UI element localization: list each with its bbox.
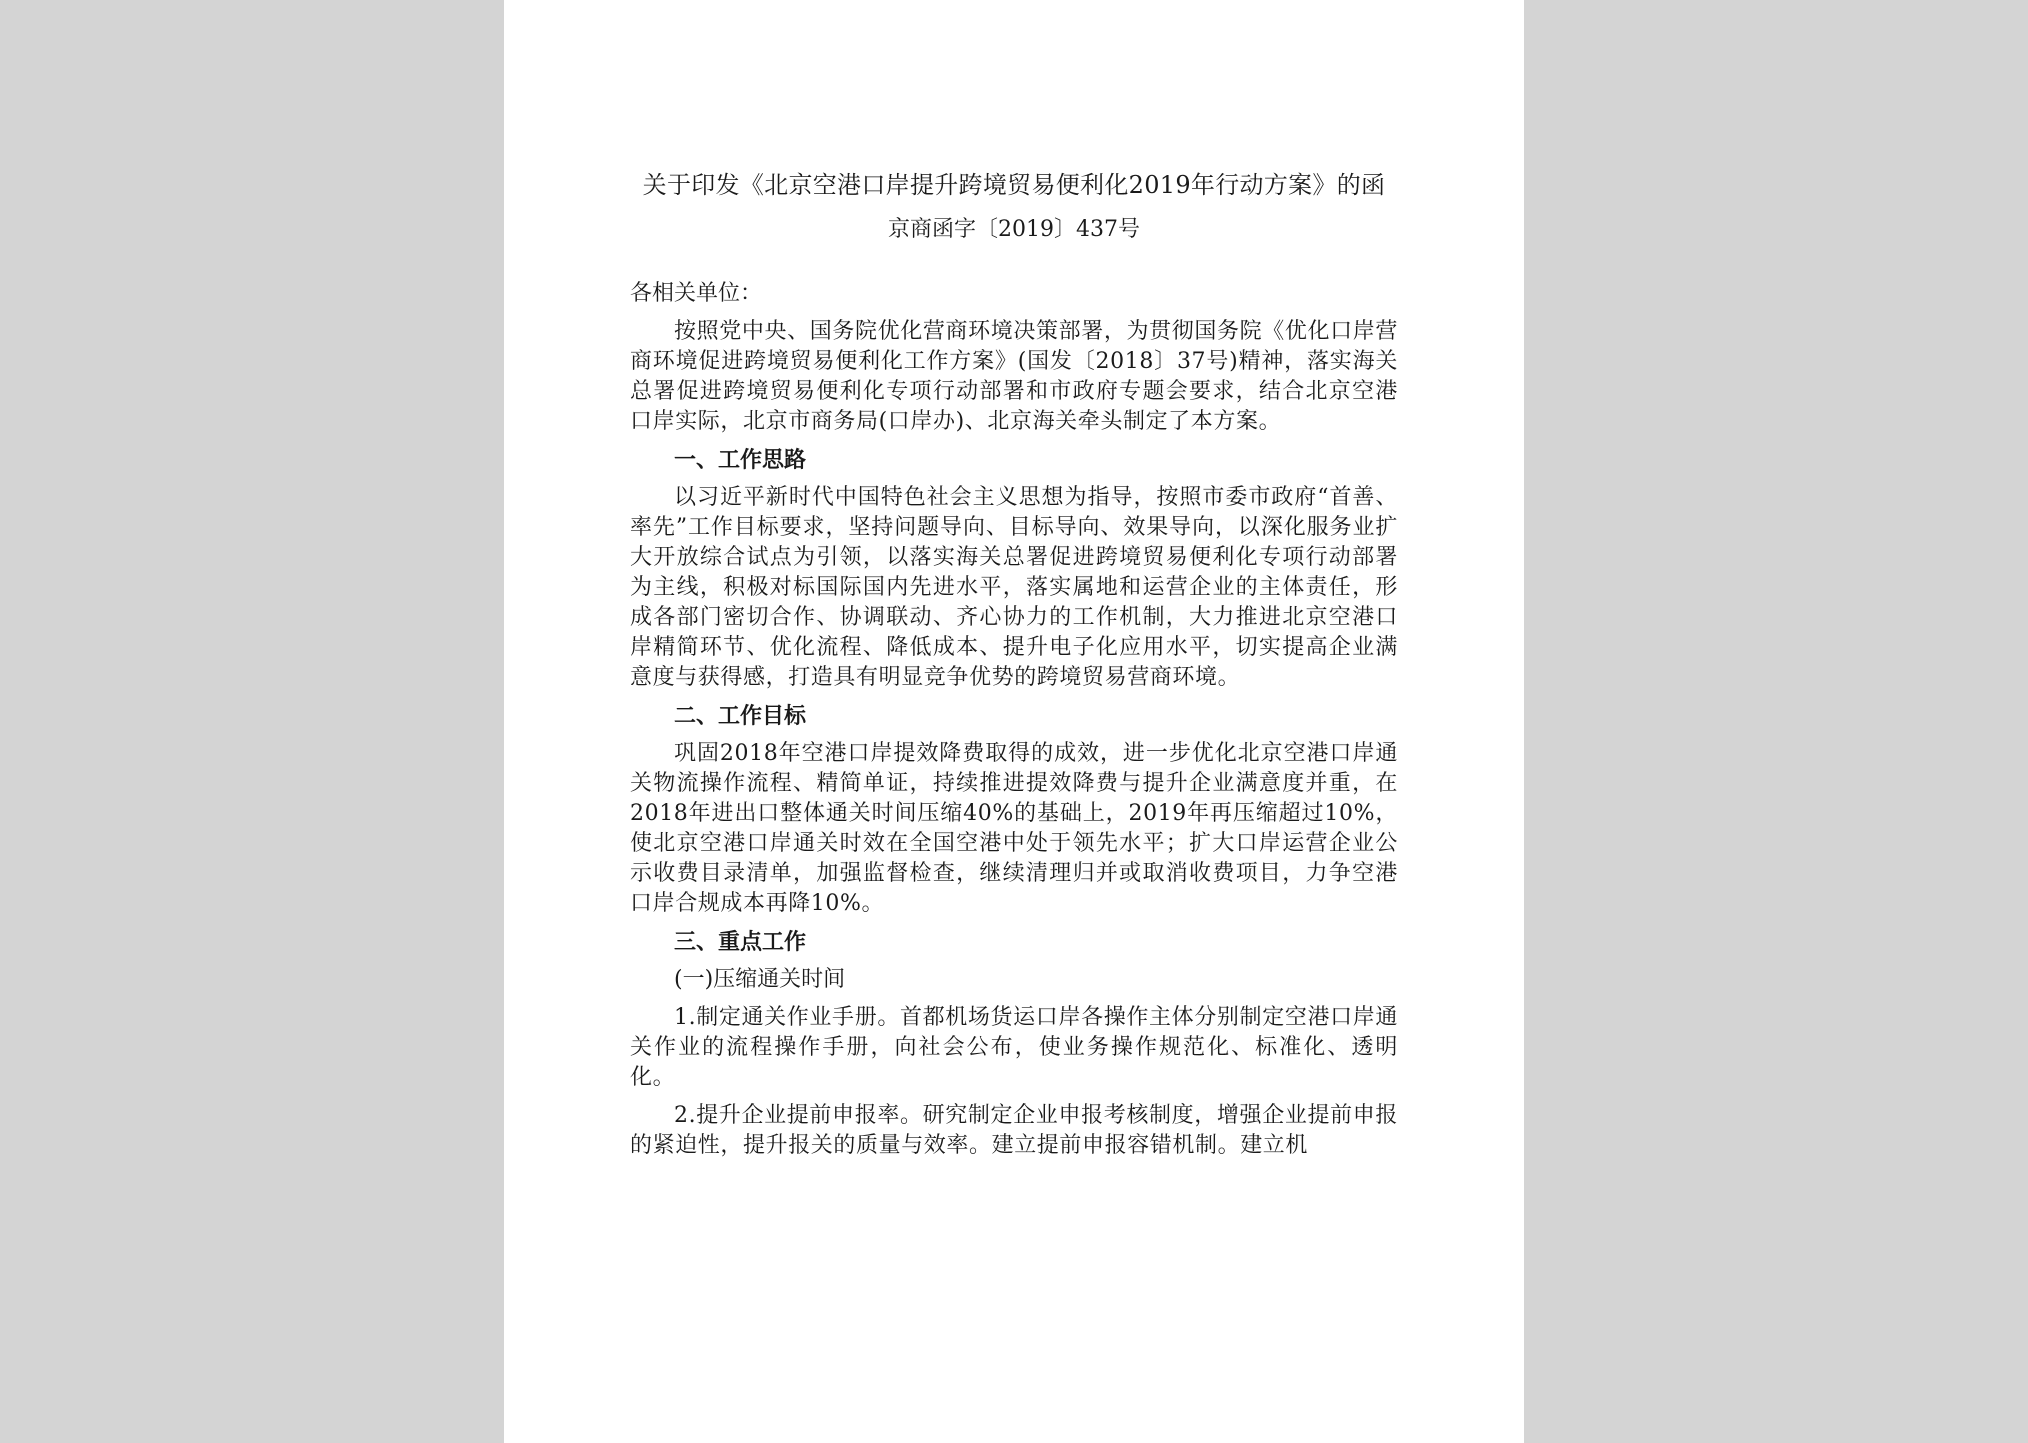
list-item-manual: 1.制定通关作业手册。首都机场货运口岸各操作主体分别制定空港口岸通关作业的流程操作手册，向社会公布，使业务操作规范化、标准化、透明化。 [630, 1005, 1398, 1090]
section-heading-work-approach: 一、工作思路 [674, 447, 807, 473]
document-title: 关于印发《北京空港口岸提升跨境贸易便利化2019年行动方案》的函 [642, 171, 1386, 199]
list-item-early-declaration: 2.提升企业提前申报率。研究制定企业申报考核制度，增强企业提前申报的紧迫性，提升报关的质量与效率。建立提前申报容错机制。建立机 [630, 1103, 1398, 1158]
section-body-work-goals: 巩固2018年空港口岸提效降费取得的成效，进一步优化北京空港口岸通关物流操作流程、精简单证，持续推进提效降费与提升企业满意度并重，在2018年进出口整体通关时间压缩40%的基础上，2019年再压缩超过10%，使北京空港口岸通关时效在全国空港中处于领先水平；扩大口岸运营企业公示收费目录清单，加强监督检查，继续清理归并或取消收费项目，力争空港口岸合规成本再降10%。 [630, 741, 1398, 916]
section-heading-work-goals: 二、工作目标 [674, 703, 807, 729]
section-body-work-approach: 以习近平新时代中国特色社会主义思想为指导，按照市委市政府“首善、率先”工作目标要求，坚持问题导向、目标导向、效果导向，以深化服务业扩大开放综合试点为引领，以落实海关总署促进跨境贸易便利化专项行动部署为主线，积极对标国际国内先进水平，落实属地和运营企业的主体责任，形成各部门密切合作、协调联动、齐心协力的工作机制，大力推进北京空港口岸精简环节、优化流程、降低成本、提升电子化应用水平，切实提高企业满意度与获得感，打造具有明显竞争优势的跨境贸易营商环境。 [630, 485, 1398, 690]
subsection-heading-clearance-time: (一)压缩通关时间 [674, 967, 846, 992]
document-number: 京商函字〔2019〕437号 [888, 217, 1140, 242]
intro-paragraph: 按照党中央、国务院优化营商环境决策部署，为贯彻国务院《优化口岸营商环境促进跨境贸易便利化工作方案》(国发〔2018〕37号)精神，落实海关总署促进跨境贸易便利化专项行动部署和市政府专题会要求，结合北京空港口岸实际，北京市商务局(口岸办)、北京海关牵头制定了本方案。 [630, 319, 1398, 434]
section-heading-key-tasks: 三、重点工作 [674, 929, 807, 955]
salutation: 各相关单位： [630, 281, 763, 306]
document-page [504, 0, 1524, 1443]
